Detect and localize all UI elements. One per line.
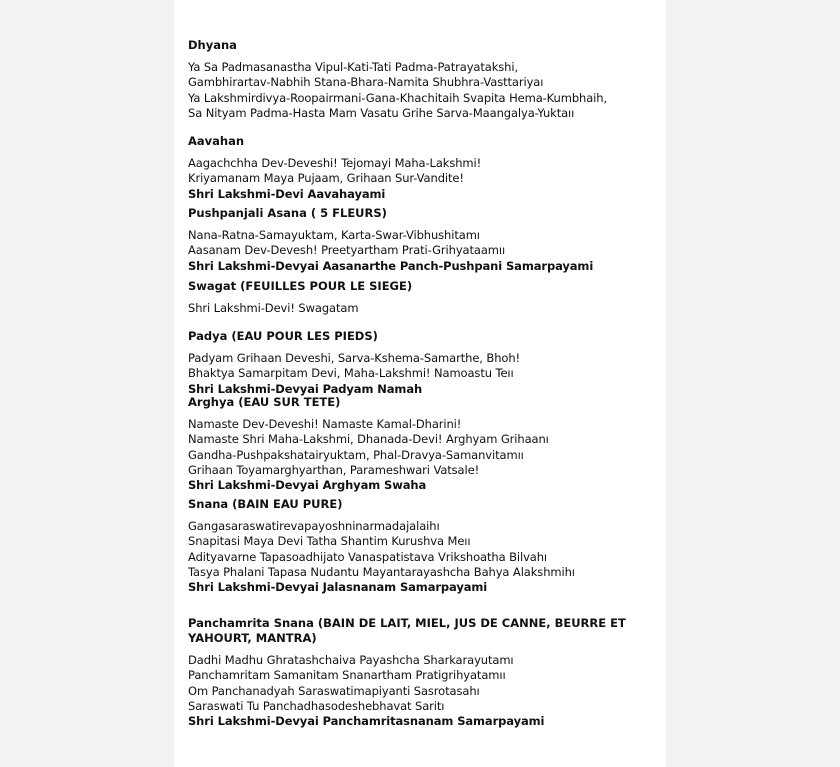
verse-line: Namaste Dev-Deveshi! Namaste Kamal-Dharini! xyxy=(188,417,462,431)
verse-line: Nana-Ratna-Samayuktam, Karta-Swar-Vibhushitamı xyxy=(188,228,480,242)
verse-line: Gandha-Pushpakshatairyuktam, Phal-Dravya-Samanvitamıı xyxy=(188,447,524,462)
verse-line: Aagachchha Dev-Deveshi! Tejomayi Maha-Lakshmi! xyxy=(188,156,482,170)
verse-line: Panchamritam Samanitam Snanartham Pratigrihyatamıı xyxy=(188,668,506,683)
section-heading: Padya (EAU POUR LES PIEDS) xyxy=(188,329,378,343)
section-heading: Arghya (EAU SUR TETE) xyxy=(188,395,341,409)
verse-line: Om Panchanadyah Saraswatimapiyanti Sasrotasahı xyxy=(188,683,480,698)
verse-line: Tasya Phalani Tapasa Nudantu Mayantarayashcha Bahya Alakshmihı xyxy=(188,564,575,579)
section-body xyxy=(188,519,575,595)
verse-line: Padyam Grihaan Deveshi, Sarva-Kshema-Samarthe, Bhoh! xyxy=(188,351,521,365)
verse-line: Namaste Shri Maha-Lakshmi, Dhanada-Devi! Arghyam Grihaanı xyxy=(188,432,549,447)
verse-line: Ya Sa Padmasanastha Vipul-Kati-Tati Padma-Patrayatakshi, xyxy=(188,60,518,74)
document-page xyxy=(174,0,666,767)
section xyxy=(188,38,607,121)
section-body xyxy=(188,228,593,274)
verse-line: Adityavarne Tapasoadhijato Vanaspatistava Vrikshoatha Bilvahı xyxy=(188,549,548,564)
section-heading: Swagat (FEUILLES POUR LE SIEGE) xyxy=(188,279,413,293)
verse-line: Shri Lakshmi-Devi! Swagatam xyxy=(188,301,359,315)
verse-line: Bhaktya Samarpitam Devi, Maha-Lakshmi! Namoastu Teıı xyxy=(188,366,514,381)
section xyxy=(188,134,481,202)
section xyxy=(188,616,626,729)
section-body xyxy=(188,351,520,397)
section-body xyxy=(188,653,626,729)
section-heading: Dhyana xyxy=(188,38,237,52)
section-heading: Aavahan xyxy=(188,134,245,148)
verse-line: Sa Nityam Padma-Hasta Mam Vasatu Grihe Sarva-Maangalya-Yuktaıı xyxy=(188,105,575,120)
section-body xyxy=(188,417,549,493)
verse-line: Grihaan Toyamarghyarthan, Parameshwari Vatsale! xyxy=(188,462,480,477)
invocation-line: Shri Lakshmi-Devyai Panchamritasnanam Samarpayami xyxy=(188,714,545,729)
verse-line: Gangasaraswatirevapayoshninarmadajalaihı xyxy=(188,519,440,533)
verse-line: Saraswati Tu Panchadhasodeshebhavat Saritı xyxy=(188,698,445,713)
verse-line: Aasanam Dev-Devesh! Preetyartham Prati-Grihyataamıı xyxy=(188,243,506,258)
verse-line: Ya Lakshmirdivya-Roopairmani-Gana-Khachitaih Svapita Hema-Kumbhaih, xyxy=(188,90,608,105)
verse-line: Dadhi Madhu Ghratashchaiva Payashcha Sharkarayutamı xyxy=(188,653,514,667)
section xyxy=(188,395,549,493)
section xyxy=(188,329,520,397)
invocation-line: Shri Lakshmi-Devi Aavahayami xyxy=(188,186,386,201)
verse-line: Kriyamanam Maya Pujaam, Grihaan Sur-Vandite! xyxy=(188,171,464,186)
invocation-line: Shri Lakshmi-Devyai Padyam Namah xyxy=(188,381,423,396)
verse-line: Snapitasi Maya Devi Tatha Shantim Kurushva Meıı xyxy=(188,534,471,549)
invocation-line: Shri Lakshmi-Devyai Aasanarthe Panch-Pushpani Samarpayami xyxy=(188,258,594,273)
invocation-line: Shri Lakshmi-Devyai Arghyam Swaha xyxy=(188,478,427,493)
section-heading: Panchamrita Snana (BAIN DE LAIT, MIEL, JUS DE CANNE, BEURRE ET YAHOURT, MANTRA) xyxy=(188,616,626,645)
section-body xyxy=(188,60,607,121)
section-body xyxy=(188,156,481,202)
section-heading: Pushpanjali Asana ( 5 FLEURS) xyxy=(188,206,387,220)
section xyxy=(188,206,593,274)
section-heading: Snana (BAIN EAU PURE) xyxy=(188,497,343,511)
section-body xyxy=(188,301,412,316)
section xyxy=(188,497,575,595)
verse-line: Gambhirartav-Nabhih Stana-Bhara-Namita Shubhra-Vasttariyaı xyxy=(188,75,544,90)
invocation-line: Shri Lakshmi-Devyai Jalasnanam Samarpayami xyxy=(188,580,488,595)
section xyxy=(188,279,412,316)
